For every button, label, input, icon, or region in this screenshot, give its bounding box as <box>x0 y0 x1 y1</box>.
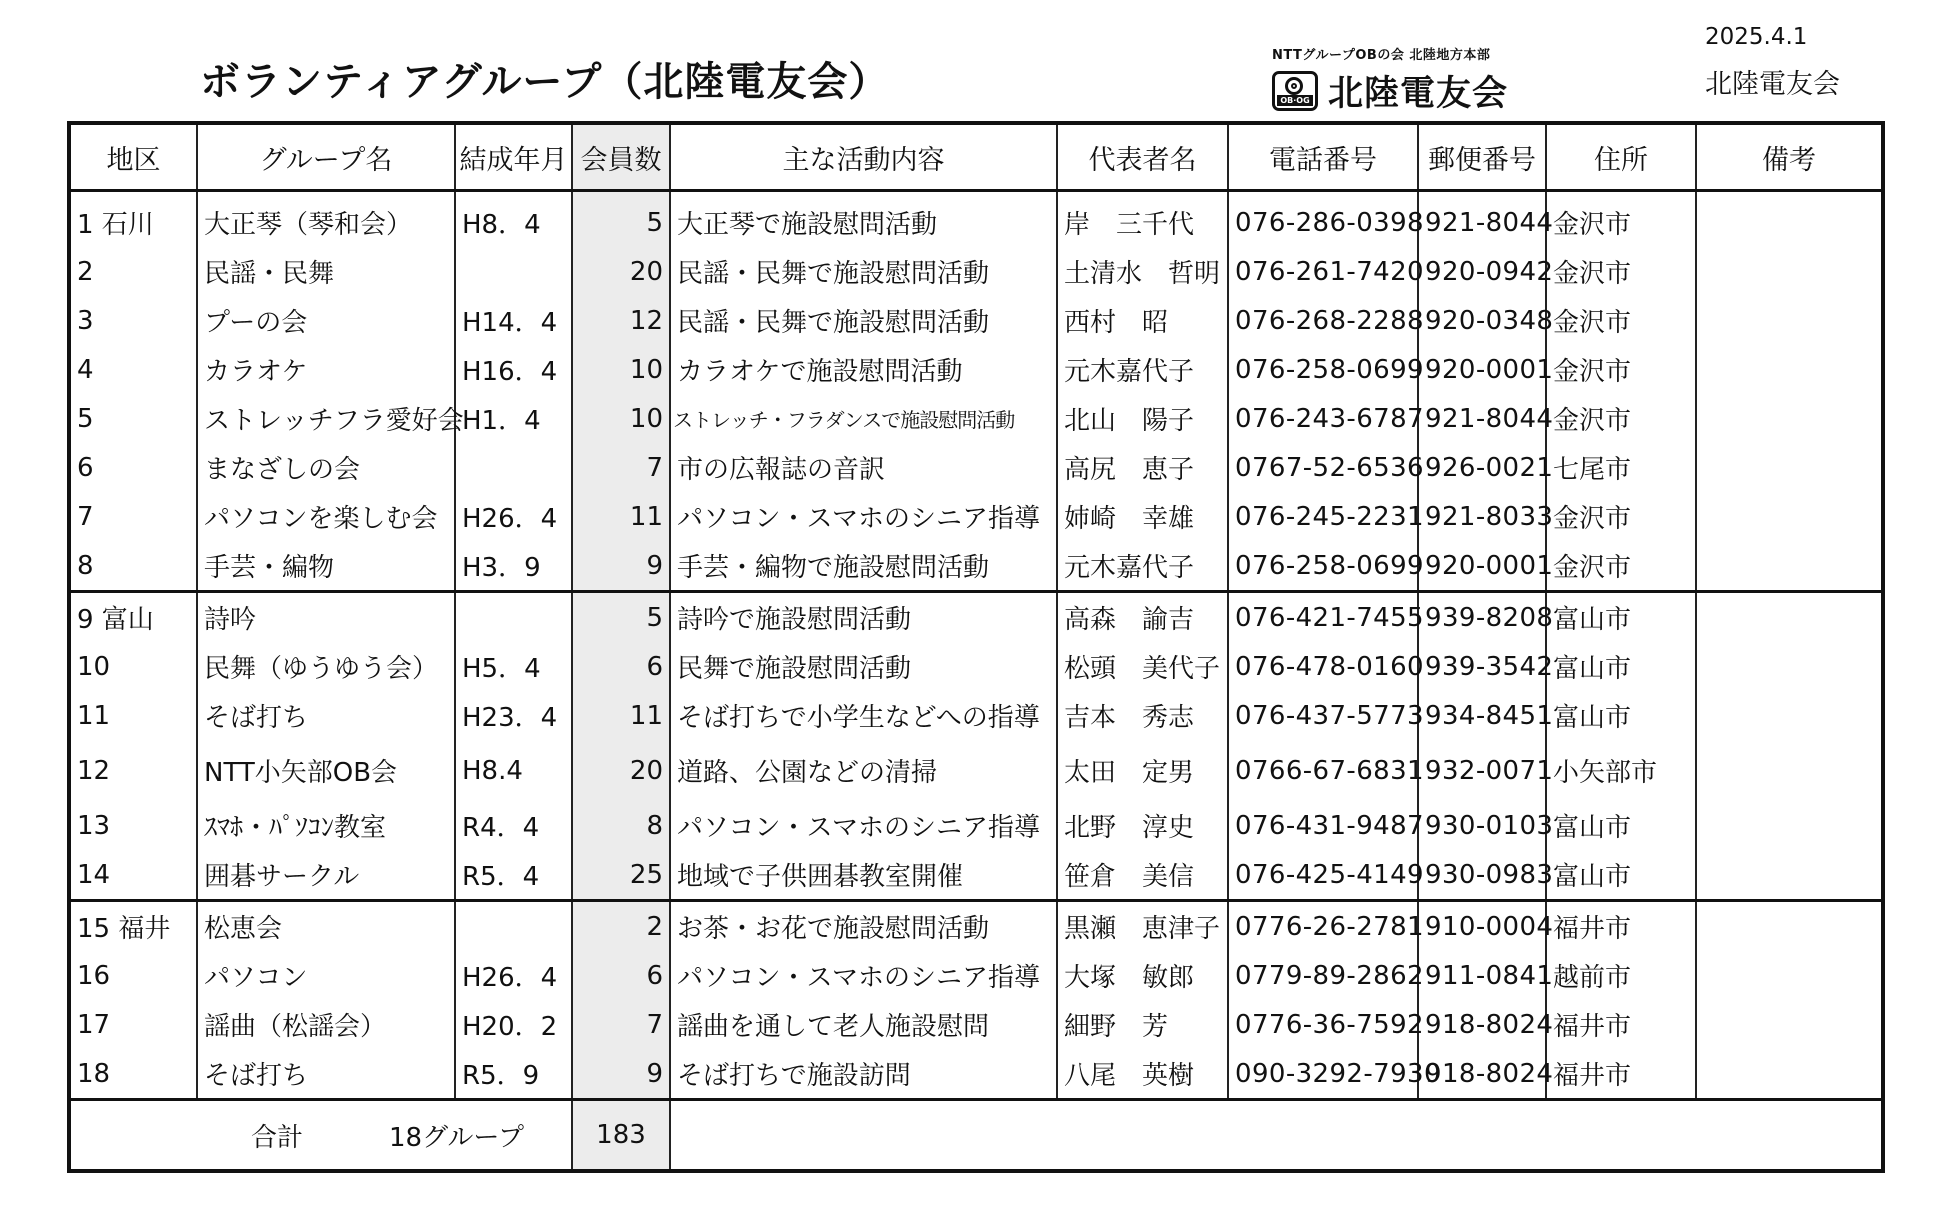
cell-phone: 0779-89-2862 <box>1228 951 1418 1000</box>
cell-area: 2 <box>69 247 197 296</box>
cell-notes <box>1696 850 1883 901</box>
page-title: ボランティアグループ（北陸電友会） <box>200 59 890 105</box>
cell-activity: 道路、公園などの清掃 <box>670 740 1057 801</box>
cell-notes <box>1696 191 1883 248</box>
cell-members: 5 <box>572 191 670 248</box>
cell-notes <box>1696 247 1883 296</box>
cell-notes <box>1696 691 1883 740</box>
table-row <box>69 801 1883 850</box>
cell-members: 10 <box>572 394 670 443</box>
cell-address: 富山市 <box>1546 801 1696 850</box>
cell-formed: H16．4 <box>455 345 572 394</box>
cell-representative: 元木嘉代子 <box>1057 541 1228 592</box>
cell-postal-code: 920-0942 <box>1418 247 1546 296</box>
cell-representative: 高森 諭吉 <box>1057 592 1228 643</box>
organization-logo <box>1272 44 1542 116</box>
cell-phone: 076-286-0398 <box>1228 191 1418 248</box>
cell-formed: H3．9 <box>455 541 572 592</box>
cell-area: 6 <box>69 443 197 492</box>
cell-postal-code: 921-8044 <box>1418 394 1546 443</box>
column-header-representative: 代表者名 <box>1057 123 1228 191</box>
cell-activity: 謡曲を通して老人施設慰問 <box>670 1000 1057 1049</box>
cell-group-name: 松恵会 <box>197 901 455 952</box>
cell-activity: 民謡・民舞で施設慰問活動 <box>670 247 1057 296</box>
cell-formed: H5．4 <box>455 642 572 691</box>
total-members: 183 <box>572 1100 670 1172</box>
cell-group-name: NTT小矢部OB会 <box>197 740 455 801</box>
cell-area: 17 <box>69 1000 197 1049</box>
cell-phone: 0767-52-6536 <box>1228 443 1418 492</box>
total-label: 合計 <box>251 1122 304 1153</box>
cell-group-name: プーの会 <box>197 296 455 345</box>
logo-name: 北陸電友会 <box>1328 74 1509 114</box>
cell-area: 7 <box>69 492 197 541</box>
cell-address: 金沢市 <box>1546 394 1696 443</box>
table-body <box>69 191 1883 1100</box>
cell-notes <box>1696 901 1883 952</box>
cell-members: 7 <box>572 1000 670 1049</box>
cell-members: 9 <box>572 541 670 592</box>
cell-representative: 笹倉 美信 <box>1057 850 1228 901</box>
cell-notes <box>1696 394 1883 443</box>
ntt-ob-og-logo-icon <box>1272 71 1318 111</box>
cell-phone: 076-425-4149 <box>1228 850 1418 901</box>
cell-representative: 北山 陽子 <box>1057 394 1228 443</box>
cell-notes <box>1696 296 1883 345</box>
cell-address: 富山市 <box>1546 850 1696 901</box>
table-row <box>69 541 1883 592</box>
cell-activity: 民謡・民舞で施設慰問活動 <box>670 296 1057 345</box>
cell-members: 2 <box>572 901 670 952</box>
cell-notes <box>1696 443 1883 492</box>
cell-formed <box>455 592 572 643</box>
column-header-address: 住所 <box>1546 123 1696 191</box>
cell-group-name: ストレッチフラ愛好会 <box>197 394 455 443</box>
table-row <box>69 1049 1883 1100</box>
cell-group-name: パソコン <box>197 951 455 1000</box>
cell-activity: 市の広報誌の音訳 <box>670 443 1057 492</box>
cell-representative: 西村 昭 <box>1057 296 1228 345</box>
table-total-row <box>69 1100 1883 1172</box>
cell-address: 福井市 <box>1546 901 1696 952</box>
cell-formed: R5．4 <box>455 850 572 901</box>
cell-group-name: パソコンを楽しむ会 <box>197 492 455 541</box>
cell-activity: 地域で子供囲碁教室開催 <box>670 850 1057 901</box>
total-blank-cell <box>670 1100 1883 1172</box>
cell-postal-code: 939-8208 <box>1418 592 1546 643</box>
column-header-area: 地区 <box>69 123 197 191</box>
cell-phone: 076-478-0160 <box>1228 642 1418 691</box>
total-label-cell <box>69 1100 572 1172</box>
cell-area: 15 福井 <box>69 901 197 952</box>
cell-phone: 076-243-6787 <box>1228 394 1418 443</box>
cell-area: 4 <box>69 345 197 394</box>
cell-notes <box>1696 492 1883 541</box>
cell-phone: 076-437-5773 <box>1228 691 1418 740</box>
cell-address: 富山市 <box>1546 592 1696 643</box>
cell-activity: パソコン・スマホのシニア指導 <box>670 801 1057 850</box>
cell-group-name: 民舞（ゆうゆう会） <box>197 642 455 691</box>
cell-postal-code: 918-8024 <box>1418 1000 1546 1049</box>
cell-address: 福井市 <box>1546 1000 1696 1049</box>
cell-activity: 大正琴で施設慰問活動 <box>670 191 1057 248</box>
cell-formed: H26．4 <box>455 951 572 1000</box>
cell-area: 14 <box>69 850 197 901</box>
cell-notes <box>1696 345 1883 394</box>
cell-formed: H26．4 <box>455 492 572 541</box>
cell-group-name: そば打ち <box>197 1049 455 1100</box>
cell-postal-code: 920-0001 <box>1418 345 1546 394</box>
cell-postal-code: 934-8451 <box>1418 691 1546 740</box>
cell-postal-code: 920-0001 <box>1418 541 1546 592</box>
cell-members: 9 <box>572 1049 670 1100</box>
cell-area: 10 <box>69 642 197 691</box>
column-header-formed: 結成年月 <box>455 123 572 191</box>
cell-members: 6 <box>572 951 670 1000</box>
cell-group-name: 民謡・民舞 <box>197 247 455 296</box>
table-row <box>69 951 1883 1000</box>
cell-group-name: ｽﾏﾎ・ﾊﾟｿｺﾝ教室 <box>197 801 455 850</box>
cell-address: 福井市 <box>1546 1049 1696 1100</box>
cell-activity: カラオケで施設慰問活動 <box>670 345 1057 394</box>
cell-group-name: 手芸・編物 <box>197 541 455 592</box>
cell-notes <box>1696 1000 1883 1049</box>
table-row <box>69 394 1883 443</box>
cell-notes <box>1696 951 1883 1000</box>
cell-area: 11 <box>69 691 197 740</box>
cell-address: 富山市 <box>1546 691 1696 740</box>
table-row <box>69 1000 1883 1049</box>
cell-phone: 076-258-0699 <box>1228 541 1418 592</box>
cell-phone: 0776-26-2781 <box>1228 901 1418 952</box>
cell-group-name: まなざしの会 <box>197 443 455 492</box>
cell-group-name: 詩吟 <box>197 592 455 643</box>
cell-representative: 岸 三千代 <box>1057 191 1228 248</box>
cell-address: 越前市 <box>1546 951 1696 1000</box>
table-row <box>69 191 1883 248</box>
cell-address: 金沢市 <box>1546 541 1696 592</box>
cell-group-name: そば打ち <box>197 691 455 740</box>
cell-formed <box>455 901 572 952</box>
cell-area: 16 <box>69 951 197 1000</box>
cell-address: 金沢市 <box>1546 345 1696 394</box>
cell-postal-code: 930-0983 <box>1418 850 1546 901</box>
table-row <box>69 345 1883 394</box>
column-header-postal-code: 郵便番号 <box>1418 123 1546 191</box>
cell-phone: 076-421-7455 <box>1228 592 1418 643</box>
cell-phone: 076-261-7420 <box>1228 247 1418 296</box>
cell-postal-code: 910-0004 <box>1418 901 1546 952</box>
cell-formed: R4．4 <box>455 801 572 850</box>
cell-members: 20 <box>572 247 670 296</box>
cell-activity: 手芸・編物で施設慰問活動 <box>670 541 1057 592</box>
cell-notes <box>1696 740 1883 801</box>
cell-area: 3 <box>69 296 197 345</box>
column-header-members: 会員数 <box>572 123 670 191</box>
cell-area: 12 <box>69 740 197 801</box>
cell-area: 13 <box>69 801 197 850</box>
table-row <box>69 740 1883 801</box>
cell-postal-code: 918-8024 <box>1418 1049 1546 1100</box>
cell-area: 8 <box>69 541 197 592</box>
cell-members: 20 <box>572 740 670 801</box>
cell-area: 18 <box>69 1049 197 1100</box>
column-header-notes: 備考 <box>1696 123 1883 191</box>
cell-representative: 太田 定男 <box>1057 740 1228 801</box>
cell-representative: 姉崎 幸雄 <box>1057 492 1228 541</box>
cell-representative: 土清水 哲明 <box>1057 247 1228 296</box>
cell-address: 金沢市 <box>1546 492 1696 541</box>
table-row <box>69 443 1883 492</box>
cell-address: 七尾市 <box>1546 443 1696 492</box>
cell-formed: H1．4 <box>455 394 572 443</box>
cell-postal-code: 930-0103 <box>1418 801 1546 850</box>
cell-members: 11 <box>572 492 670 541</box>
cell-members: 11 <box>572 691 670 740</box>
cell-activity: ストレッチ・フラダンスで施設慰問活動 <box>670 394 1057 443</box>
cell-members: 5 <box>572 592 670 643</box>
cell-phone: 076-268-2288 <box>1228 296 1418 345</box>
cell-address: 金沢市 <box>1546 191 1696 248</box>
cell-phone: 0776-36-7592 <box>1228 1000 1418 1049</box>
cell-group-name: カラオケ <box>197 345 455 394</box>
cell-address: 富山市 <box>1546 642 1696 691</box>
cell-activity: そば打ちで施設訪問 <box>670 1049 1057 1100</box>
cell-address: 小矢部市 <box>1546 740 1696 801</box>
cell-address: 金沢市 <box>1546 247 1696 296</box>
cell-postal-code: 921-8044 <box>1418 191 1546 248</box>
cell-notes <box>1696 1049 1883 1100</box>
table-row <box>69 901 1883 952</box>
cell-formed: H14．4 <box>455 296 572 345</box>
organization-name: 北陸電友会 <box>1705 69 1840 100</box>
cell-activity: パソコン・スマホのシニア指導 <box>670 951 1057 1000</box>
volunteer-group-table <box>67 121 1885 1173</box>
cell-phone: 076-258-0699 <box>1228 345 1418 394</box>
cell-notes <box>1696 801 1883 850</box>
table-row <box>69 247 1883 296</box>
cell-formed: H20．2 <box>455 1000 572 1049</box>
cell-members: 6 <box>572 642 670 691</box>
cell-representative: 高尻 恵子 <box>1057 443 1228 492</box>
cell-group-name: 囲碁サークル <box>197 850 455 901</box>
cell-representative: 北野 淳史 <box>1057 801 1228 850</box>
cell-postal-code: 932-0071 <box>1418 740 1546 801</box>
cell-members: 25 <box>572 850 670 901</box>
cell-formed: H8.4 <box>455 740 572 801</box>
cell-group-name: 謡曲（松謡会） <box>197 1000 455 1049</box>
cell-members: 8 <box>572 801 670 850</box>
table-row <box>69 691 1883 740</box>
cell-phone: 076-245-2231 <box>1228 492 1418 541</box>
cell-formed: H8．4 <box>455 191 572 248</box>
cell-representative: 八尾 英樹 <box>1057 1049 1228 1100</box>
logo-mark-text: OB·OG <box>1277 95 1313 106</box>
document-date: 2025.4.1 <box>1705 24 1808 50</box>
column-header-activity: 主な活動内容 <box>670 123 1057 191</box>
logo-subtitle: NTTグループOBの会 北陸地方本部 <box>1272 48 1491 63</box>
table-row <box>69 592 1883 643</box>
cell-phone: 0766-67-6831 <box>1228 740 1418 801</box>
cell-representative: 大塚 敏郎 <box>1057 951 1228 1000</box>
cell-notes <box>1696 642 1883 691</box>
cell-representative: 松頭 美代子 <box>1057 642 1228 691</box>
cell-address: 金沢市 <box>1546 296 1696 345</box>
cell-phone: 076-431-9487 <box>1228 801 1418 850</box>
cell-representative: 細野 芳 <box>1057 1000 1228 1049</box>
cell-members: 12 <box>572 296 670 345</box>
cell-phone: 090-3292-7930 <box>1228 1049 1418 1100</box>
cell-formed: H23．4 <box>455 691 572 740</box>
table-row <box>69 492 1883 541</box>
logo-main <box>1272 66 1542 116</box>
column-header-phone: 電話番号 <box>1228 123 1418 191</box>
column-header-group: グループ名 <box>197 123 455 191</box>
total-groups: 18グループ <box>389 1122 525 1153</box>
cell-activity: お茶・お花で施設慰問活動 <box>670 901 1057 952</box>
cell-postal-code: 920-0348 <box>1418 296 1546 345</box>
cell-members: 10 <box>572 345 670 394</box>
cell-representative: 元木嘉代子 <box>1057 345 1228 394</box>
cell-activity: 民舞で施設慰問活動 <box>670 642 1057 691</box>
cell-area: 9 富山 <box>69 592 197 643</box>
cell-postal-code: 939-3542 <box>1418 642 1546 691</box>
cell-representative: 吉本 秀志 <box>1057 691 1228 740</box>
table-row <box>69 642 1883 691</box>
cell-postal-code: 911-0841 <box>1418 951 1546 1000</box>
table-header-row <box>69 123 1883 191</box>
cell-activity: パソコン・スマホのシニア指導 <box>670 492 1057 541</box>
cell-notes <box>1696 541 1883 592</box>
cell-formed <box>455 443 572 492</box>
cell-area: 1 石川 <box>69 191 197 248</box>
cell-area: 5 <box>69 394 197 443</box>
cell-notes <box>1696 592 1883 643</box>
cell-members: 7 <box>572 443 670 492</box>
cell-group-name: 大正琴（琴和会） <box>197 191 455 248</box>
table-row <box>69 850 1883 901</box>
cell-activity: そば打ちで小学生などへの指導 <box>670 691 1057 740</box>
cell-representative: 黒瀬 恵津子 <box>1057 901 1228 952</box>
cell-activity: 詩吟で施設慰問活動 <box>670 592 1057 643</box>
table-row <box>69 296 1883 345</box>
cell-formed: R5．9 <box>455 1049 572 1100</box>
cell-postal-code: 921-8033 <box>1418 492 1546 541</box>
cell-formed <box>455 247 572 296</box>
cell-postal-code: 926-0021 <box>1418 443 1546 492</box>
